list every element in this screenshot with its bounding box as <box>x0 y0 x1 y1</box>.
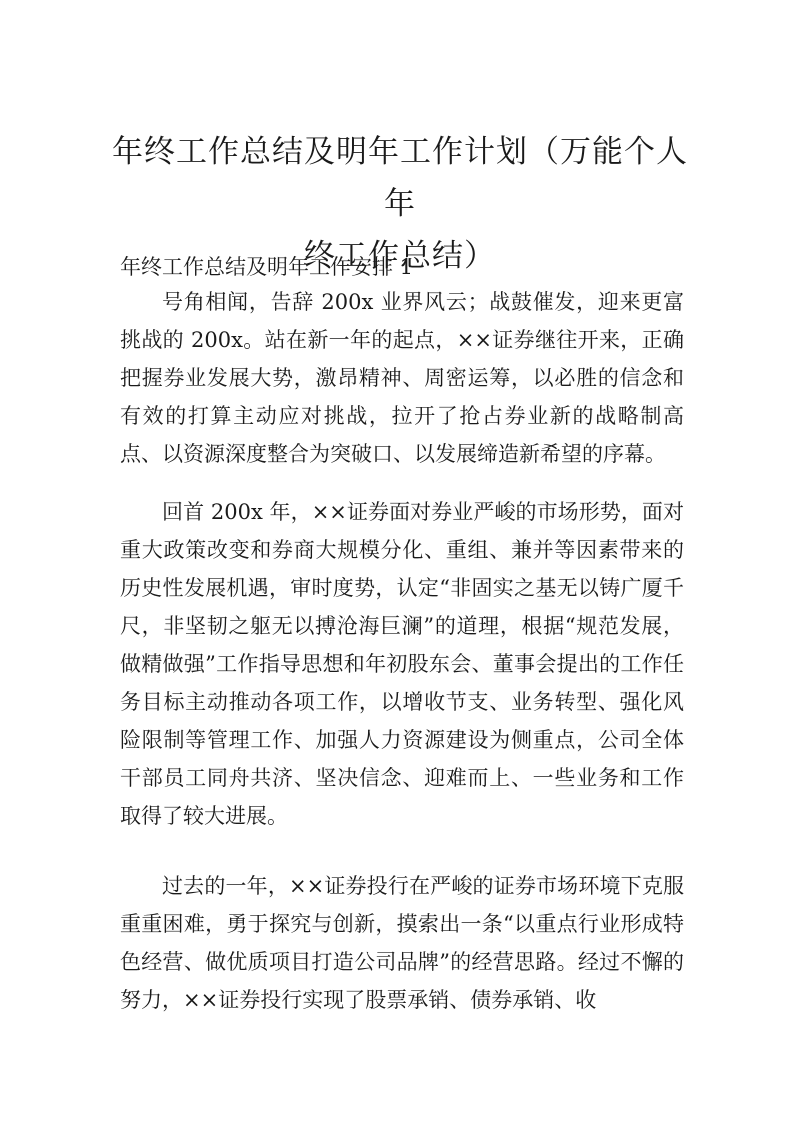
paragraph-3: 过去的一年，××证券投行在严峻的证券市场环境下克服重重困难，勇于探究与创新，摸索出一条“以重点行业形成特色经营、做优质项目打造公司品牌”的经营思路。经过不懈的努力，××证券投行实现了股票承销、债券承销、收 <box>120 874 684 1012</box>
paragraph-2: 回首 200x 年，××证券面对券业严峻的市场形势，面对重大政策改变和券商大规模分化、重组、兼并等因素带来的历史性发展机遇，审时度势，认定“非固实之基无以铸广厦千尺，非坚韧之躯无以搏沧海巨澜”的道理，根据“规范发展，做精做强”工作指导思想和年初股东会、董事会提出的工作任务目标主动推动各项工作，以增收节支、业务转型、强化风险限制等管理工作、加强人力资源建设为侧重点，公司全体干部员工同舟共济、坚决信念、迎难而上、一些业务和工作取得了较大进展。 <box>120 500 684 828</box>
section-heading: 年终工作总结及明年工作安排 1 <box>120 255 414 279</box>
paragraph-1: 号角相闻，告辞 200x 业界风云；战鼓催发，迎来更富挑战的 200x。站在新一年的起点，××证券继往开来，正确把握券业发展大势，激昂精神、周密运筹，以必胜的信念和有效的打算主动应对挑战，拉开了抢占券业新的战略制高点、以资源深度整合为突破口、以发展缔造新希望的序幕。 <box>120 290 684 466</box>
title-line-1: 年终工作总结及明年工作计划（万能个人年 <box>112 134 688 222</box>
title-line-2: 终工作总结） <box>304 238 496 274</box>
